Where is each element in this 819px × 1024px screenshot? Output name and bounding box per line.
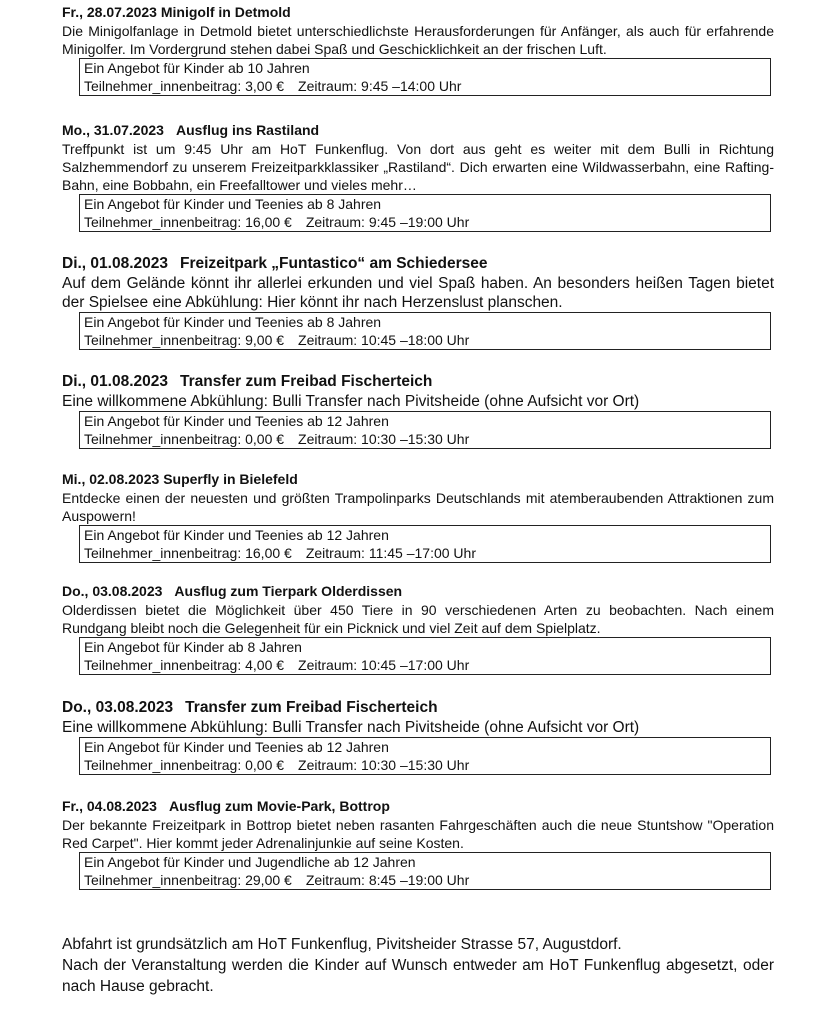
offer-cost: Teilnehmer_innenbeitrag: 16,00 €	[84, 214, 292, 230]
event-description: Olderdissen bietet die Möglichkeit über 450 Tiere in 90 verschiedenen Arten zu beobachten. Nach einem Rundgang bleibt noch die Gelegenheit für ein Picknick und viel Zeit auf dem Spielplatz.	[62, 602, 774, 636]
event-title: Transfer zum Freibad Fischerteich	[180, 373, 433, 390]
offer-details	[84, 77, 766, 95]
event-funtastico	[62, 254, 774, 350]
event-title: Ausflug zum Tierpark Olderdissen	[174, 583, 403, 599]
event-date: Do., 03.08.2023	[62, 583, 163, 599]
event-title: Superfly in Bielefeld	[163, 471, 298, 487]
offer-details	[84, 871, 766, 889]
event-description: Eine willkommene Abkühlung: Bulli Transfer nach Pivitsheide (ohne Aufsicht vor Ort)	[62, 393, 640, 410]
offer-audience: Ein Angebot für Kinder ab 8 Jahren	[84, 639, 302, 655]
offer-box	[79, 411, 771, 449]
offer-period: Zeitraum: 10:30 –15:30 Uhr	[298, 757, 470, 773]
event-heading	[62, 2, 774, 22]
event-date: Mo., 31.07.2023	[62, 122, 164, 138]
event-movie-park	[62, 796, 774, 890]
offer-cost: Teilnehmer_innenbeitrag: 0,00 €	[84, 431, 285, 447]
offer-audience: Ein Angebot für Kinder und Teenies ab 12 Jahren	[84, 413, 389, 429]
offer-box	[79, 58, 771, 96]
event-heading	[62, 581, 774, 601]
offer-audience: Ein Angebot für Kinder und Teenies ab 8 Jahren	[84, 314, 382, 330]
event-description: Eine willkommene Abkühlung: Bulli Transfer nach Pivitsheide (ohne Aufsicht vor Ort)	[62, 719, 640, 736]
offer-audience: Ein Angebot für Kinder und Teenies ab 12 Jahren	[84, 739, 389, 755]
offer-cost: Teilnehmer_innenbeitrag: 29,00 €	[84, 872, 292, 888]
offer-period: Zeitraum: 9:45 –19:00 Uhr	[305, 214, 470, 230]
event-heading	[62, 796, 774, 816]
event-minigolf	[62, 2, 774, 96]
event-date: Mi., 02.08.2023	[62, 471, 160, 487]
event-date: Fr., 04.08.2023	[62, 798, 157, 814]
offer-audience: Ein Angebot für Kinder und Jugendliche ab 12 Jahren	[84, 854, 416, 870]
offer-audience: Ein Angebot für Kinder ab 10 Jahren	[84, 60, 310, 76]
event-date: Di., 01.08.2023	[62, 255, 168, 272]
offer-period: Zeitraum: 8:45 –19:00 Uhr	[305, 872, 470, 888]
event-date: Do., 03.08.2023	[62, 699, 174, 716]
event-description: Auf dem Gelände könnt ihr allerlei erkunden und viel Spaß haben. An besonders heißen Tagen bietet der Spielsee eine Abkühlung: Hier könnt ihr nach Herzenslust planschen.	[62, 275, 774, 311]
event-title: Minigolf in Detmold	[160, 4, 291, 20]
offer-cost: Teilnehmer_innenbeitrag: 9,00 €	[84, 332, 285, 348]
offer-audience: Ein Angebot für Kinder und Teenies ab 8 Jahren	[84, 196, 382, 212]
event-description: Die Minigolfanlage in Detmold bietet unterschiedlichste Herausforderungen für Anfänger, als auch für erfahrende Minigolfer. Im Vordergrund stehen dabei Spaß und Geschicklichkeit an der frischen Luft.	[62, 23, 774, 57]
event-title: Freizeitpark „Funtastico“ am Schiedersee	[180, 255, 488, 272]
footer-notes	[62, 934, 774, 997]
event-title: Ausflug zum Movie-Park, Bottrop	[168, 798, 390, 814]
event-description: Entdecke einen der neuesten und größten Trampolinparks Deutschlands mit atemberaubenden Attraktionen zum Auspowern!	[62, 490, 774, 524]
offer-period: Zeitraum: 10:45 –17:00 Uhr	[298, 657, 470, 673]
event-olderdissen	[62, 581, 774, 675]
offer-details	[84, 331, 766, 349]
return-note: Nach der Veranstaltung werden die Kinder auf Wunsch entweder am HoT Funkenflug abgesetzt, oder nach Hause gebracht.	[62, 957, 774, 995]
event-fischerteich-2	[62, 698, 774, 775]
event-title: Transfer zum Freibad Fischerteich	[185, 699, 438, 716]
offer-cost: Teilnehmer_innenbeitrag: 4,00 €	[84, 657, 285, 673]
event-rastiland	[62, 120, 774, 232]
offer-audience: Ein Angebot für Kinder und Teenies ab 12 Jahren	[84, 527, 389, 543]
event-title: Ausflug ins Rastiland	[175, 122, 320, 138]
offer-period: Zeitraum: 11:45 –17:00 Uhr	[305, 545, 476, 561]
offer-box	[79, 637, 771, 675]
event-description: Der bekannte Freizeitpark in Bottrop bietet neben rasanten Fahrgeschäften auch die neue Stuntshow "Operation Red Carpet". Hier kommt jeder Adrenalinjunkie auf seine Kosten.	[62, 817, 774, 851]
offer-cost: Teilnehmer_innenbeitrag: 3,00 €	[84, 78, 285, 94]
offer-details	[84, 756, 766, 774]
offer-details	[84, 213, 766, 231]
offer-details	[84, 430, 766, 448]
event-heading	[62, 469, 774, 489]
offer-cost: Teilnehmer_innenbeitrag: 0,00 €	[84, 757, 285, 773]
event-heading	[62, 698, 774, 718]
event-heading	[62, 254, 774, 274]
event-description: Treffpunkt ist um 9:45 Uhr am HoT Funkenflug. Von dort aus geht es weiter mit dem Bulli in Richtung Salzhemmendorf zu unserem Freizeitparkklassiker „Rastiland“. Dich erwarten eine Wildwasserbahn, eine Rafting-Bahn, eine Bobbahn, ein Freefalltower und vieles mehr…	[62, 141, 774, 193]
event-heading	[62, 120, 774, 140]
event-date: Fr., 28.07.2023	[62, 4, 157, 20]
offer-box	[79, 194, 771, 232]
event-heading	[62, 372, 774, 392]
offer-box	[79, 737, 771, 775]
event-date: Di., 01.08.2023	[62, 373, 168, 390]
offer-box	[79, 852, 771, 890]
offer-box	[79, 525, 771, 563]
offer-details	[84, 544, 766, 562]
departure-note: Abfahrt ist grundsätzlich am HoT Funkenflug, Pivitsheider Strasse 57, Augustdorf.	[62, 936, 622, 953]
offer-period: Zeitraum: 10:45 –18:00 Uhr	[298, 332, 470, 348]
event-fischerteich-1	[62, 372, 774, 449]
offer-period: Zeitraum: 9:45 –14:00 Uhr	[298, 78, 462, 94]
event-superfly	[62, 469, 774, 563]
offer-period: Zeitraum: 10:30 –15:30 Uhr	[298, 431, 470, 447]
offer-cost: Teilnehmer_innenbeitrag: 16,00 €	[84, 545, 292, 561]
offer-box	[79, 312, 771, 350]
offer-details	[84, 656, 766, 674]
